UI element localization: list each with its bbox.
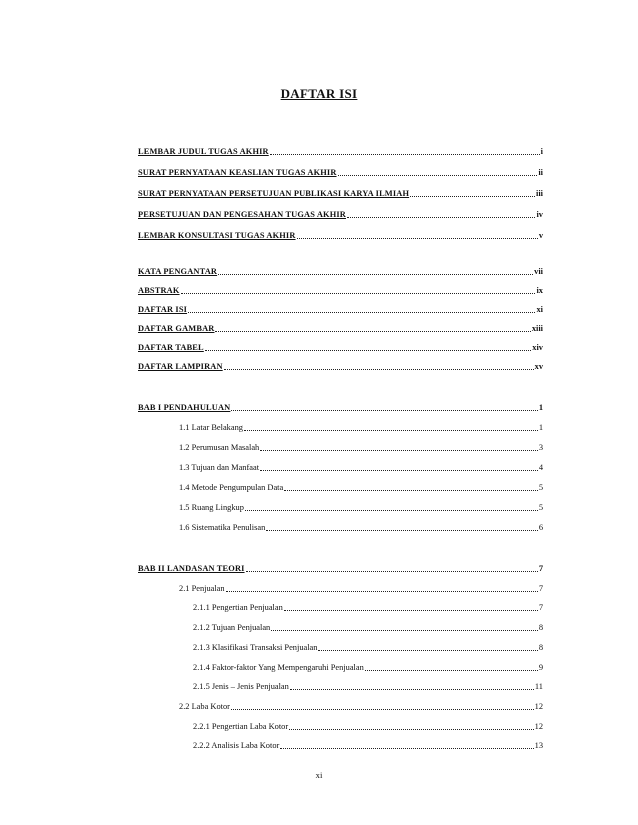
toc-entry-label: SURAT PERNYATAAN KEASLIAN TUGAS AKHIR [138,168,337,177]
toc-entry[interactable] [179,439,543,453]
toc-entry-page: xi [536,305,543,314]
toc-entry[interactable] [193,659,543,673]
dot-leader [231,410,537,411]
toc-entry-page: iv [536,210,543,219]
toc-entry-page: ix [536,286,543,295]
dot-leader [318,650,537,651]
toc-entry[interactable] [138,358,543,372]
toc-entry-page: 12 [534,701,543,711]
toc-entry[interactable] [179,580,543,594]
dot-leader [260,470,538,471]
toc-entry-page: v [538,231,543,240]
toc-entry[interactable] [138,164,543,178]
dot-leader [245,510,538,511]
dot-leader [218,274,533,275]
toc-entry-label: 2.2.2 Analisis Laba Kotor [193,741,280,751]
toc-entry-page: 7 [538,583,543,593]
dot-leader [226,591,538,592]
dot-leader [271,630,538,631]
toc-entry-label: ABSTRAK [138,286,180,295]
dot-leader [231,709,534,710]
dot-leader [188,312,535,313]
toc-entry-label: 1.6 Sistematika Penulisan [179,523,266,532]
toc-entry-page: 5 [538,483,543,492]
dot-leader [290,689,534,690]
page-number-footer: xi [315,770,323,780]
toc-entry-page: vii [534,267,543,276]
toc-entry-label: DAFTAR ISI [138,305,188,314]
toc-entry-page: 12 [534,721,543,731]
toc-entry[interactable] [138,143,543,157]
dot-leader [215,331,530,332]
toc-entry-label: 2.1 Penjualan [179,583,225,593]
toc-entry[interactable] [138,339,543,353]
toc-entry-label: DAFTAR GAMBAR [138,324,215,333]
toc-entry[interactable] [193,737,543,751]
toc-entry-page: 8 [538,623,543,633]
toc-entry-label: 2.1.4 Faktor-faktor Yang Mempengaruhi Penjualan [193,662,364,672]
toc-entry[interactable] [179,499,543,513]
toc-entry-page: 5 [538,503,543,512]
toc-entry-page: iii [536,189,543,198]
toc-entry-label: LEMBAR JUDUL TUGAS AKHIR [138,147,269,156]
toc-entry[interactable] [138,560,543,574]
page-title: DAFTAR ISI [280,86,358,101]
dot-leader [224,369,534,370]
dot-leader [280,748,533,749]
toc-entry[interactable] [193,678,543,692]
toc-entry[interactable] [138,301,543,315]
dot-leader [289,729,534,730]
toc-entry[interactable] [193,718,543,732]
dot-leader [266,530,538,531]
toc-entry[interactable] [193,599,543,613]
toc-entry[interactable] [193,639,543,653]
toc-entry[interactable] [138,282,543,296]
toc-entry-label: KATA PENGANTAR [138,267,218,276]
toc-entry-label: 2.1.1 Pengertian Penjualan [193,603,283,613]
toc-entry-page: 9 [538,662,543,672]
toc-entry-page: 7 [538,564,543,573]
dot-leader [244,430,538,431]
toc-entry-label: DAFTAR LAMPIRAN [138,362,223,371]
toc-entry-label: 1.5 Ruang Lingkup [179,503,244,512]
toc-entry-page: xiv [532,343,543,352]
toc-entry-label: 1.2 Perumusan Masalah [179,443,260,452]
toc-entry-label: SURAT PERNYATAAN PERSETUJUAN PUBLIKASI KARYA ILMIAH [138,189,410,198]
toc-entry-label: 2.2.1 Pengertian Laba Kotor [193,721,289,731]
dot-leader [365,670,538,671]
dot-leader [181,293,536,294]
toc-entry-page: 4 [538,463,543,472]
toc-entry-label: 1.1 Latar Belakang [179,423,243,432]
toc-entry-page: 6 [538,523,543,532]
toc-entry-label: 2.1.2 Tujuan Penjualan [193,623,271,633]
toc-entry[interactable] [138,227,543,241]
toc-entry-label: LEMBAR KONSULTASI TUGAS AKHIR [138,231,296,240]
toc-entry[interactable] [179,479,543,493]
toc-entry-page: 11 [534,682,543,692]
toc-entry-label: 1.4 Metode Pengumpulan Data [179,483,284,492]
toc-entry[interactable] [179,698,543,712]
dot-leader [284,490,538,491]
toc-entry[interactable] [179,459,543,473]
dot-leader [246,571,538,572]
toc-entry[interactable] [138,206,543,220]
dot-leader [410,196,535,197]
dot-leader [270,154,540,155]
toc-entry[interactable] [179,519,543,533]
toc-entry-page: 1 [538,403,543,412]
toc-entry[interactable] [138,399,543,413]
toc-entry[interactable] [138,263,543,277]
dot-leader [205,350,532,351]
toc-entry-page: xiii [531,324,543,333]
toc-entry-page: 1 [538,423,543,432]
toc-entry-label: BAB I PENDAHULUAN [138,403,231,412]
toc-entry-label: 2.2 Laba Kotor [179,701,230,711]
toc-entry[interactable] [193,619,543,633]
toc-entry-label: DAFTAR TABEL [138,343,204,352]
toc-entry[interactable] [138,320,543,334]
dot-leader [338,175,538,176]
toc-entry-label: 2.1.5 Jenis – Jenis Penjualan [193,682,289,692]
toc-entry-page: i [540,147,543,156]
toc-entry-label: PERSETUJUAN DAN PENGESAHAN TUGAS AKHIR [138,210,346,219]
toc-entry-page: xv [534,362,543,371]
dot-leader [297,238,538,239]
toc-entry-page: 3 [538,443,543,452]
toc-entry-page: 7 [538,603,543,613]
toc-entry-page: 13 [534,741,543,751]
dot-leader [347,217,536,218]
toc-entry[interactable] [138,185,543,199]
toc-entry-page: ii [538,168,543,177]
toc-entry-label: BAB II LANDASAN TEORI [138,564,245,573]
dot-leader [260,450,538,451]
toc-entry-page: 8 [538,642,543,652]
toc-entry[interactable] [179,419,543,433]
dot-leader [284,610,538,611]
toc-entry-label: 2.1.3 Klasifikasi Transaksi Penjualan [193,642,318,652]
toc-entry-label: 1.3 Tujuan dan Manfaat [179,463,260,472]
